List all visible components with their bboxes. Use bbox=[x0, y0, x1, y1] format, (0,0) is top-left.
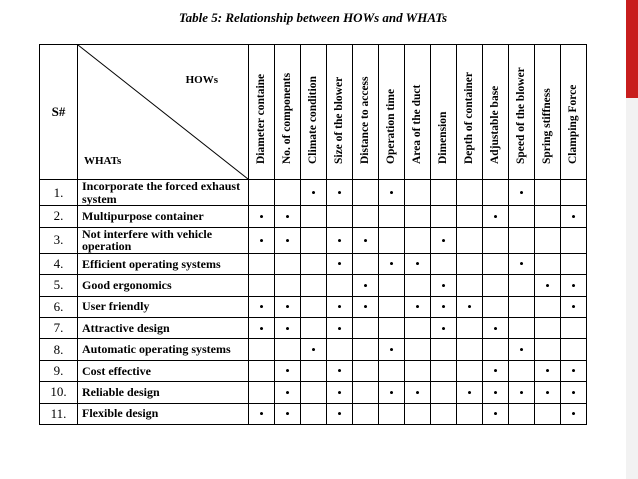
empty-cell bbox=[457, 253, 483, 274]
empty-cell bbox=[483, 227, 509, 253]
empty-cell bbox=[535, 253, 561, 274]
column-header bbox=[353, 45, 379, 180]
column-header-label: Adjustable base bbox=[488, 85, 501, 164]
relationship-dot: • bbox=[379, 339, 405, 360]
serial-number: 10. bbox=[40, 382, 78, 403]
column-header-label: Depth of container bbox=[462, 71, 475, 164]
empty-cell bbox=[509, 403, 535, 424]
empty-cell bbox=[509, 206, 535, 227]
empty-cell bbox=[301, 227, 327, 253]
column-header bbox=[509, 45, 535, 180]
relationship-dot: • bbox=[561, 296, 587, 317]
relationship-dot: • bbox=[483, 317, 509, 338]
empty-cell bbox=[301, 275, 327, 296]
relationship-dot: • bbox=[275, 296, 301, 317]
relationship-dot: • bbox=[431, 317, 457, 338]
empty-cell bbox=[431, 382, 457, 403]
column-header bbox=[561, 45, 587, 180]
empty-cell bbox=[301, 253, 327, 274]
empty-cell bbox=[353, 253, 379, 274]
relationship-dot: • bbox=[249, 296, 275, 317]
empty-cell bbox=[353, 180, 379, 206]
empty-cell bbox=[457, 317, 483, 338]
empty-cell bbox=[327, 339, 353, 360]
serial-number: 7. bbox=[40, 317, 78, 338]
empty-cell bbox=[535, 206, 561, 227]
serial-number: 11. bbox=[40, 403, 78, 424]
empty-cell bbox=[535, 403, 561, 424]
empty-cell bbox=[509, 296, 535, 317]
relationship-dot: • bbox=[483, 403, 509, 424]
customer-requirement: User friendly bbox=[78, 296, 249, 317]
relationship-dot: • bbox=[405, 382, 431, 403]
serial-number: 1. bbox=[40, 180, 78, 206]
side-strip bbox=[626, 98, 638, 479]
relationship-dot: • bbox=[457, 296, 483, 317]
empty-cell bbox=[483, 275, 509, 296]
column-header-label: Spring stiffness bbox=[540, 87, 553, 164]
empty-cell bbox=[483, 180, 509, 206]
empty-cell bbox=[353, 317, 379, 338]
empty-cell bbox=[249, 253, 275, 274]
empty-cell bbox=[561, 253, 587, 274]
empty-cell bbox=[483, 253, 509, 274]
relationship-dot: • bbox=[249, 403, 275, 424]
empty-cell bbox=[275, 180, 301, 206]
relationship-dot: • bbox=[327, 382, 353, 403]
column-header-label: Speed of the blower bbox=[514, 66, 527, 164]
column-header bbox=[301, 45, 327, 180]
customer-requirement: Not interfere with vehicle operation bbox=[78, 227, 249, 253]
relationship-dot: • bbox=[561, 403, 587, 424]
relationship-dot: • bbox=[561, 275, 587, 296]
relationship-dot: • bbox=[327, 227, 353, 253]
column-header-label: Climate condition bbox=[306, 75, 319, 164]
empty-cell bbox=[405, 227, 431, 253]
empty-cell bbox=[561, 339, 587, 360]
serial-number: 5. bbox=[40, 275, 78, 296]
column-header bbox=[327, 45, 353, 180]
serial-number: 2. bbox=[40, 206, 78, 227]
empty-cell bbox=[301, 403, 327, 424]
empty-cell bbox=[353, 360, 379, 381]
whats-label: WHATs bbox=[84, 155, 122, 167]
relationship-dot: • bbox=[249, 227, 275, 253]
relationship-dot: • bbox=[301, 180, 327, 206]
table-row bbox=[40, 382, 587, 403]
serial-number: 6. bbox=[40, 296, 78, 317]
customer-requirement: Incorporate the forced exhaust system bbox=[78, 180, 249, 206]
empty-cell bbox=[431, 339, 457, 360]
relationship-dot: • bbox=[275, 317, 301, 338]
empty-cell bbox=[535, 296, 561, 317]
empty-cell bbox=[405, 339, 431, 360]
empty-cell bbox=[249, 339, 275, 360]
column-header-label: Size of the blower bbox=[332, 76, 345, 164]
table-row bbox=[40, 206, 587, 227]
serial-number: 8. bbox=[40, 339, 78, 360]
column-header-label: Distance to access bbox=[358, 75, 371, 164]
customer-requirement: Efficient operating systems bbox=[78, 253, 249, 274]
relationship-dot: • bbox=[353, 296, 379, 317]
empty-cell bbox=[535, 227, 561, 253]
empty-cell bbox=[379, 275, 405, 296]
relationship-dot: • bbox=[353, 227, 379, 253]
empty-cell bbox=[275, 253, 301, 274]
column-header-label: Dimension bbox=[436, 111, 449, 164]
relationship-dot: • bbox=[561, 382, 587, 403]
empty-cell bbox=[249, 360, 275, 381]
empty-cell bbox=[431, 360, 457, 381]
relationship-dot: • bbox=[431, 227, 457, 253]
customer-requirement: Cost effective bbox=[78, 360, 249, 381]
relationship-dot: • bbox=[509, 339, 535, 360]
empty-cell bbox=[561, 227, 587, 253]
empty-cell bbox=[561, 180, 587, 206]
empty-cell bbox=[457, 227, 483, 253]
serial-number: 9. bbox=[40, 360, 78, 381]
column-header bbox=[249, 45, 275, 180]
empty-cell bbox=[249, 180, 275, 206]
relationship-dot: • bbox=[327, 253, 353, 274]
empty-cell bbox=[353, 382, 379, 403]
relationship-dot: • bbox=[483, 382, 509, 403]
hows-whats-header bbox=[78, 45, 249, 180]
table-row bbox=[40, 317, 587, 338]
relationship-dot: • bbox=[535, 360, 561, 381]
empty-cell bbox=[405, 403, 431, 424]
empty-cell bbox=[249, 275, 275, 296]
relationship-dot: • bbox=[275, 382, 301, 403]
empty-cell bbox=[457, 275, 483, 296]
relationship-dot: • bbox=[457, 382, 483, 403]
empty-cell bbox=[379, 403, 405, 424]
customer-requirement: Multipurpose container bbox=[78, 206, 249, 227]
relationship-dot: • bbox=[275, 227, 301, 253]
empty-cell bbox=[301, 317, 327, 338]
empty-cell bbox=[353, 403, 379, 424]
relationship-dot: • bbox=[249, 206, 275, 227]
relationship-dot: • bbox=[379, 253, 405, 274]
customer-requirement: Reliable design bbox=[78, 382, 249, 403]
empty-cell bbox=[535, 339, 561, 360]
relationship-dot: • bbox=[509, 253, 535, 274]
column-header-label: Diameter containe bbox=[254, 73, 267, 164]
empty-cell bbox=[483, 339, 509, 360]
empty-cell bbox=[457, 339, 483, 360]
table-row bbox=[40, 180, 587, 206]
relationship-dot: • bbox=[483, 206, 509, 227]
table-caption: Table 5: Relationship between HOWs and WHATs bbox=[178, 10, 448, 25]
column-header bbox=[483, 45, 509, 180]
table-body bbox=[40, 180, 587, 425]
column-header-label: Operation time bbox=[384, 88, 397, 164]
relationship-dot: • bbox=[405, 253, 431, 274]
relationship-dot: • bbox=[561, 360, 587, 381]
column-header-label: Clamping Force bbox=[566, 84, 579, 164]
empty-cell bbox=[431, 180, 457, 206]
relationship-dot: • bbox=[509, 382, 535, 403]
empty-cell bbox=[509, 317, 535, 338]
column-header bbox=[405, 45, 431, 180]
table-row bbox=[40, 227, 587, 253]
accent-bar bbox=[626, 0, 638, 98]
relationship-dot: • bbox=[301, 339, 327, 360]
customer-requirement: Automatic operating systems bbox=[78, 339, 249, 360]
empty-cell bbox=[457, 360, 483, 381]
relationship-dot: • bbox=[275, 403, 301, 424]
empty-cell bbox=[301, 296, 327, 317]
header-row bbox=[40, 45, 587, 180]
empty-cell bbox=[561, 317, 587, 338]
empty-cell bbox=[431, 403, 457, 424]
relationship-dot: • bbox=[561, 206, 587, 227]
hows-label: HOWs bbox=[185, 74, 218, 86]
empty-cell bbox=[353, 339, 379, 360]
empty-cell bbox=[327, 206, 353, 227]
column-header bbox=[275, 45, 301, 180]
column-header-label: No. of components bbox=[280, 72, 293, 164]
empty-cell bbox=[431, 253, 457, 274]
column-header bbox=[457, 45, 483, 180]
empty-cell bbox=[379, 296, 405, 317]
column-header bbox=[431, 45, 457, 180]
empty-cell bbox=[379, 227, 405, 253]
relationship-dot: • bbox=[353, 275, 379, 296]
empty-cell bbox=[405, 275, 431, 296]
empty-cell bbox=[405, 360, 431, 381]
empty-cell bbox=[431, 206, 457, 227]
relationship-dot: • bbox=[405, 296, 431, 317]
empty-cell bbox=[275, 275, 301, 296]
relationship-dot: • bbox=[483, 360, 509, 381]
relationship-dot: • bbox=[327, 403, 353, 424]
table-row bbox=[40, 403, 587, 424]
relationship-dot: • bbox=[431, 275, 457, 296]
table-row bbox=[40, 253, 587, 274]
empty-cell bbox=[379, 360, 405, 381]
relationship-dot: • bbox=[327, 180, 353, 206]
customer-requirement: Good ergonomics bbox=[78, 275, 249, 296]
empty-cell bbox=[353, 206, 379, 227]
serial-number: 4. bbox=[40, 253, 78, 274]
relationship-dot: • bbox=[509, 180, 535, 206]
serial-number: 3. bbox=[40, 227, 78, 253]
column-header bbox=[379, 45, 405, 180]
table-row bbox=[40, 296, 587, 317]
relationship-dot: • bbox=[275, 360, 301, 381]
column-header bbox=[535, 45, 561, 180]
empty-cell bbox=[457, 180, 483, 206]
empty-cell bbox=[301, 382, 327, 403]
empty-cell bbox=[457, 206, 483, 227]
table-row bbox=[40, 275, 587, 296]
relationship-dot: • bbox=[379, 382, 405, 403]
table-row bbox=[40, 360, 587, 381]
empty-cell bbox=[509, 275, 535, 296]
empty-cell bbox=[457, 403, 483, 424]
relationship-dot: • bbox=[327, 317, 353, 338]
customer-requirement: Attractive design bbox=[78, 317, 249, 338]
serial-header: S# bbox=[40, 45, 78, 180]
empty-cell bbox=[301, 206, 327, 227]
relationship-dot: • bbox=[535, 382, 561, 403]
empty-cell bbox=[405, 206, 431, 227]
empty-cell bbox=[327, 275, 353, 296]
column-header-label: Area of the duct bbox=[410, 84, 423, 164]
empty-cell bbox=[483, 296, 509, 317]
empty-cell bbox=[379, 317, 405, 338]
empty-cell bbox=[535, 180, 561, 206]
relationship-dot: • bbox=[327, 296, 353, 317]
table-row bbox=[40, 339, 587, 360]
empty-cell bbox=[405, 317, 431, 338]
empty-cell bbox=[249, 382, 275, 403]
relationship-dot: • bbox=[249, 317, 275, 338]
empty-cell bbox=[275, 339, 301, 360]
empty-cell bbox=[509, 360, 535, 381]
relationship-dot: • bbox=[379, 180, 405, 206]
empty-cell bbox=[301, 360, 327, 381]
empty-cell bbox=[535, 317, 561, 338]
customer-requirement: Flexible design bbox=[78, 403, 249, 424]
relationship-table bbox=[39, 44, 587, 425]
relationship-dot: • bbox=[535, 275, 561, 296]
empty-cell bbox=[379, 206, 405, 227]
relationship-dot: • bbox=[275, 206, 301, 227]
relationship-dot: • bbox=[327, 360, 353, 381]
empty-cell bbox=[405, 180, 431, 206]
relationship-dot: • bbox=[431, 296, 457, 317]
empty-cell bbox=[509, 227, 535, 253]
